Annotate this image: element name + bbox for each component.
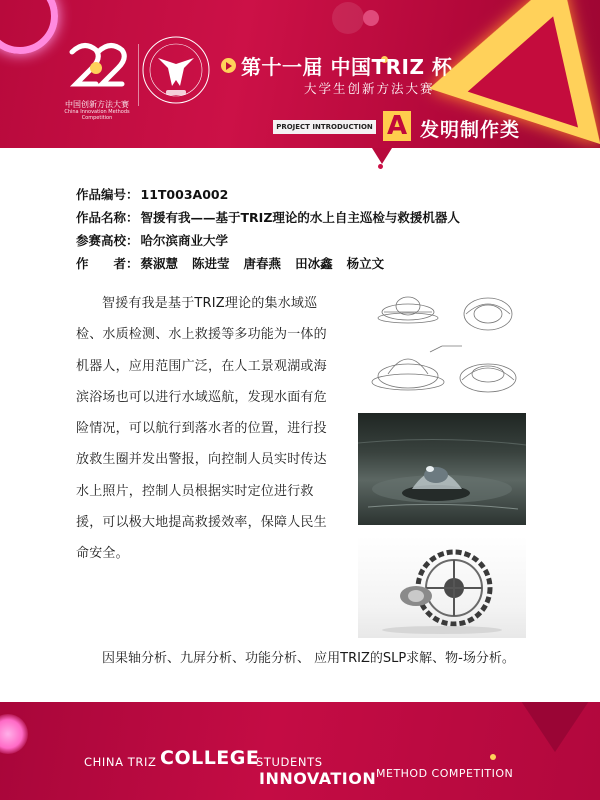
robot-render-image (358, 536, 526, 638)
header-banner (0, 0, 600, 148)
author-name: 蔡淑慧 (140, 256, 179, 271)
event-title: 第十一届 中国TRIZ 杯 (241, 55, 453, 79)
project-name-label: 作品名称： (76, 210, 139, 225)
decorative-dot (378, 164, 383, 169)
decorative-bubble (332, 2, 364, 34)
category-letter-badge: A (383, 111, 411, 141)
robot-sketch-image (370, 290, 526, 402)
category-label: 发明制作类 (420, 119, 521, 141)
project-id-label: 作品编号： (76, 187, 139, 202)
footer-innovation: INNOVATION (259, 769, 377, 788)
decorative-triangle (475, 702, 600, 752)
footer-college: COLLEGE (160, 747, 260, 769)
competition-logo-caption (52, 100, 142, 121)
project-id-row (76, 183, 576, 206)
logo-caption-cn: 中国创新方法大赛 (65, 100, 129, 109)
project-name-row (76, 206, 576, 229)
school-row (76, 229, 576, 252)
authors-label: 作 者： (76, 256, 139, 271)
author-name: 陈进莹 (192, 256, 230, 271)
footer-students: STUDENTS (256, 755, 323, 769)
project-intro-tag: PROJECT INTRODUCTION (273, 120, 376, 134)
event-subtitle: 大学生创新方法大赛 (304, 81, 435, 96)
decorative-dot (363, 10, 379, 26)
project-info (76, 183, 576, 275)
triz-cup-logo (140, 34, 212, 106)
authors-row (76, 252, 576, 275)
footer-china-triz: CHINA TRIZ (84, 755, 157, 769)
decorative-ring (0, 0, 58, 54)
robot-on-water-photo (358, 413, 526, 525)
logo-divider (138, 44, 139, 106)
methods-used: 因果轴分析、九屏分析、功能分析、 应用TRIZ的SLP求解、物-场分析。 (102, 651, 515, 666)
school-label: 参赛高校： (76, 233, 139, 248)
decorative-dot (490, 754, 496, 760)
author-name: 唐春燕 (243, 256, 282, 271)
footer-method-competition: METHOD COMPETITION (376, 767, 514, 780)
competition-logo (62, 38, 132, 102)
school-value: 哈尔滨商业大学 (140, 233, 229, 248)
project-id-value: 11T003A002 (140, 187, 229, 202)
play-icon (221, 58, 236, 73)
project-description: 智援有我是基于TRIZ理论的集水域巡检、水质检测、水上救援等多功能为一体的机器人，应用范围广泛，在人工景观湖或海滨浴场也可以进行水域巡航，发现水面有危险情况，可以航行到落水者的位置，进行投放救生圈并发出警报，向控制人员实时传达水上照片，控制人员根据实时定位进行救援，可以极大地提高救援效率，保障人民生命安全。 (76, 296, 327, 562)
project-name-value: 智援有我——基于TRIZ理论的水上自主巡检与救援机器人 (140, 210, 460, 225)
logo-caption-en: China Innovation Methods Competition (64, 109, 130, 121)
author-name: 杨立文 (346, 256, 385, 271)
decorative-glow (0, 714, 28, 754)
header-pointer (372, 148, 392, 164)
author-name: 田冰鑫 (295, 256, 333, 271)
footer-banner (0, 702, 600, 800)
